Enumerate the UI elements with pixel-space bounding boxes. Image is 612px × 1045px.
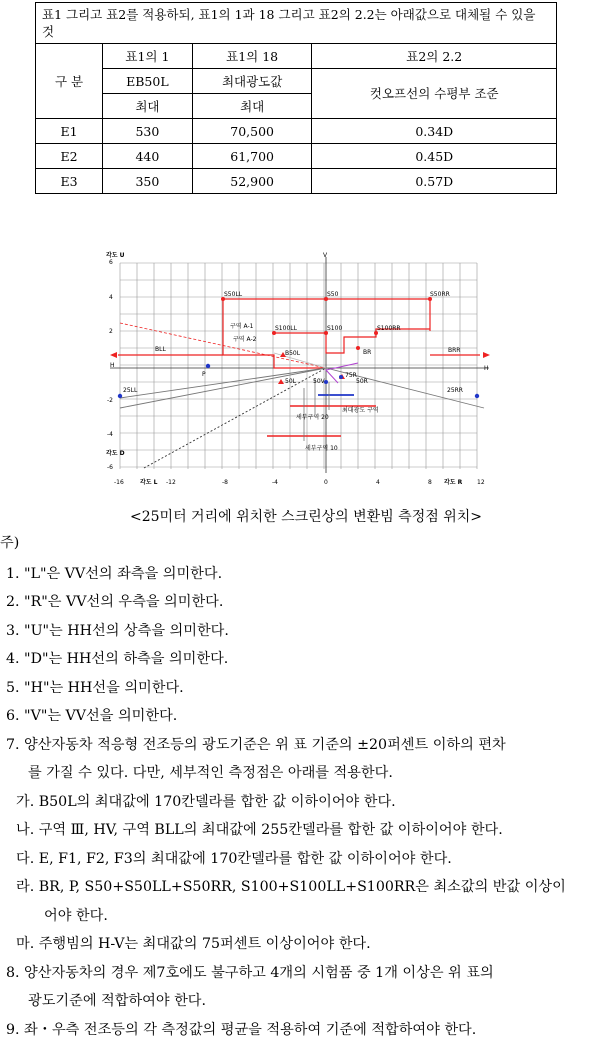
note-item: 9. 좌・우측 전조등의 각 측정값의 평균을 적용하여 기준에 적합하여야 한다. <box>6 1022 477 1038</box>
x-tick: 4 <box>376 479 380 486</box>
table-row <box>36 119 557 144</box>
row-label: 구 분 <box>36 44 103 119</box>
ll25-point <box>118 394 122 398</box>
row-cell: E3 <box>36 169 103 194</box>
s100rr-label: S100RR <box>377 325 401 332</box>
col-ref: 표1의 18 <box>192 44 312 69</box>
b50l-label: B50L <box>285 350 301 357</box>
y-tick: -6 <box>107 464 113 471</box>
max-zone-label: 최대광도 구역 <box>342 407 379 414</box>
row-cell: 350 <box>103 169 193 194</box>
s50rr-label: S50RR <box>430 291 450 298</box>
sub20-label: 세부구역 20 <box>296 414 329 421</box>
note-subitem: 다. E, F1, F2, F3의 최대값에 170칸델라를 합한 값 이하이어야 한다. <box>16 851 452 867</box>
note-item-continuation: 를 가질 수 있다. 다만, 세부적인 측정점은 아래를 적용한다. <box>28 765 393 781</box>
r50-label: 50R <box>356 378 368 385</box>
y-tick: 6 <box>109 259 113 266</box>
right-arrow <box>483 352 490 358</box>
brr-label: BRR <box>448 347 461 354</box>
zone-a2-label: 구역 A-2 <box>233 336 257 343</box>
x-tick: -16 <box>114 479 124 486</box>
note-item: 3. "U"는 HH선의 상측을 의미한다. <box>6 623 229 639</box>
rr25-label: 25RR <box>447 387 463 394</box>
y-tick: 2 <box>109 328 113 335</box>
h-label-left: H <box>110 362 115 369</box>
note-item: 5. "H"는 HH선을 의미한다. <box>6 680 184 696</box>
y-tick: -2 <box>107 397 113 404</box>
x-tick: -4 <box>272 479 278 486</box>
table-header-note: 표1 그리고 표2를 적용하되, 표1의 1과 18 그리고 표2의 2.2는 아래값으로 대체될 수 있을 것 <box>36 3 557 44</box>
axis-l-label: 각도 L <box>140 479 158 486</box>
note-subitem: 가. B50L의 최대값에 170칸델라를 합한 값 이하이어야 한다. <box>16 794 396 810</box>
br-label: BR <box>363 349 372 356</box>
col-unit: 최대 <box>103 94 193 119</box>
row-cell: 61,700 <box>192 144 312 169</box>
col-name: EB50L <box>103 69 193 94</box>
figure-caption: <25미터 거리에 위치한 스크린상의 변환빔 측정점 위치> <box>130 509 482 525</box>
note-subitem: 마. 주행빔의 H-V는 최대값의 75퍼센트 이상이어야 한다. <box>16 936 371 952</box>
col-name: 컷오프선의 수평부 조준 <box>312 69 557 119</box>
note-item: 2. "R"은 VV선의 우측을 의미한다. <box>6 594 224 610</box>
note-item: 8. 양산자동차의 경우 제7호에도 불구하고 4개의 시험품 중 1개 이상은 위 표의 <box>6 965 494 981</box>
table-row <box>36 144 557 169</box>
axis-d-label: 각도 D <box>106 450 125 457</box>
s100ll-label: S100LL <box>275 325 297 332</box>
row-cell: E1 <box>36 119 103 144</box>
notes-header: 주) <box>0 535 20 551</box>
axis-u-label: 각도 U <box>106 252 125 259</box>
l50-label: 50L <box>285 378 296 385</box>
v50-label: 50V <box>313 378 325 385</box>
note-item: 7. 양산자동차 적응형 전조등의 광도기준은 위 표 기준의 ±20퍼센트 이하의 편차 <box>6 737 506 753</box>
note-item: 6. "V"는 VV선을 의미한다. <box>6 708 178 724</box>
x-tick: 12 <box>477 479 485 486</box>
s100-label: S100 <box>327 325 343 332</box>
r50-point <box>339 375 343 379</box>
l50-point <box>278 379 284 384</box>
x-tick: 8 <box>428 479 432 486</box>
table-row <box>36 169 557 194</box>
r75-label: 75R <box>345 372 357 379</box>
row-cell: 530 <box>103 119 193 144</box>
row-cell: E2 <box>36 144 103 169</box>
axis-r-label: 각도 R <box>444 479 463 486</box>
bll-label: BLL <box>155 346 166 353</box>
y-tick: -4 <box>107 431 113 438</box>
rr25-point <box>475 394 479 398</box>
x-tick: -12 <box>166 479 176 486</box>
zone-a1-label: 구역 A-1 <box>230 323 254 330</box>
col-unit: 최대 <box>192 94 312 119</box>
v-label: V <box>323 252 328 259</box>
row-cell: 0.57D <box>312 169 557 194</box>
p-label: P <box>202 371 206 378</box>
p-point <box>206 364 210 368</box>
col-name: 최대광도값 <box>192 69 312 94</box>
row-cell: 440 <box>103 144 193 169</box>
note-subitem-continuation: 어야 한다. <box>44 908 108 924</box>
light-spec-table <box>35 2 557 194</box>
col-ref: 표1의 1 <box>103 44 193 69</box>
sub10-label: 세부구역 10 <box>305 445 338 452</box>
row-cell: 70,500 <box>192 119 312 144</box>
x-tick: -8 <box>222 479 228 486</box>
note-subitem: 나. 구역 Ⅲ, HV, 구역 BLL의 최대값에 255칸델라를 합한 값 이하이어야 한다. <box>16 822 503 838</box>
row-cell: 0.45D <box>312 144 557 169</box>
note-item: 4. "D"는 HH선의 하측을 의미한다. <box>6 651 229 667</box>
row-cell: 52,900 <box>192 169 312 194</box>
br-point <box>356 346 360 350</box>
beam-measurement-diagram <box>104 243 504 488</box>
left-arrow <box>110 352 117 358</box>
grid <box>120 263 477 469</box>
note-item: 1. "L"은 VV선의 좌측을 의미한다. <box>6 566 223 582</box>
note-subitem: 라. BR, P, S50+S50LL+S50RR, S100+S100LL+S100RR은 최소값의 반값 이상이 <box>16 879 566 895</box>
y-tick: 4 <box>109 294 113 301</box>
h-label-right: H <box>484 365 489 372</box>
note-item-continuation: 광도기준에 적합하여야 한다. <box>28 993 206 1009</box>
col-ref: 표2의 2.2 <box>312 44 557 69</box>
s50-label: S50 <box>327 291 339 298</box>
ll25-label: 25LL <box>123 387 138 394</box>
x-tick: 0 <box>324 479 328 486</box>
cutoff-line-lower <box>120 368 484 408</box>
s50ll-label: S50LL <box>224 291 243 298</box>
row-cell: 0.34D <box>312 119 557 144</box>
